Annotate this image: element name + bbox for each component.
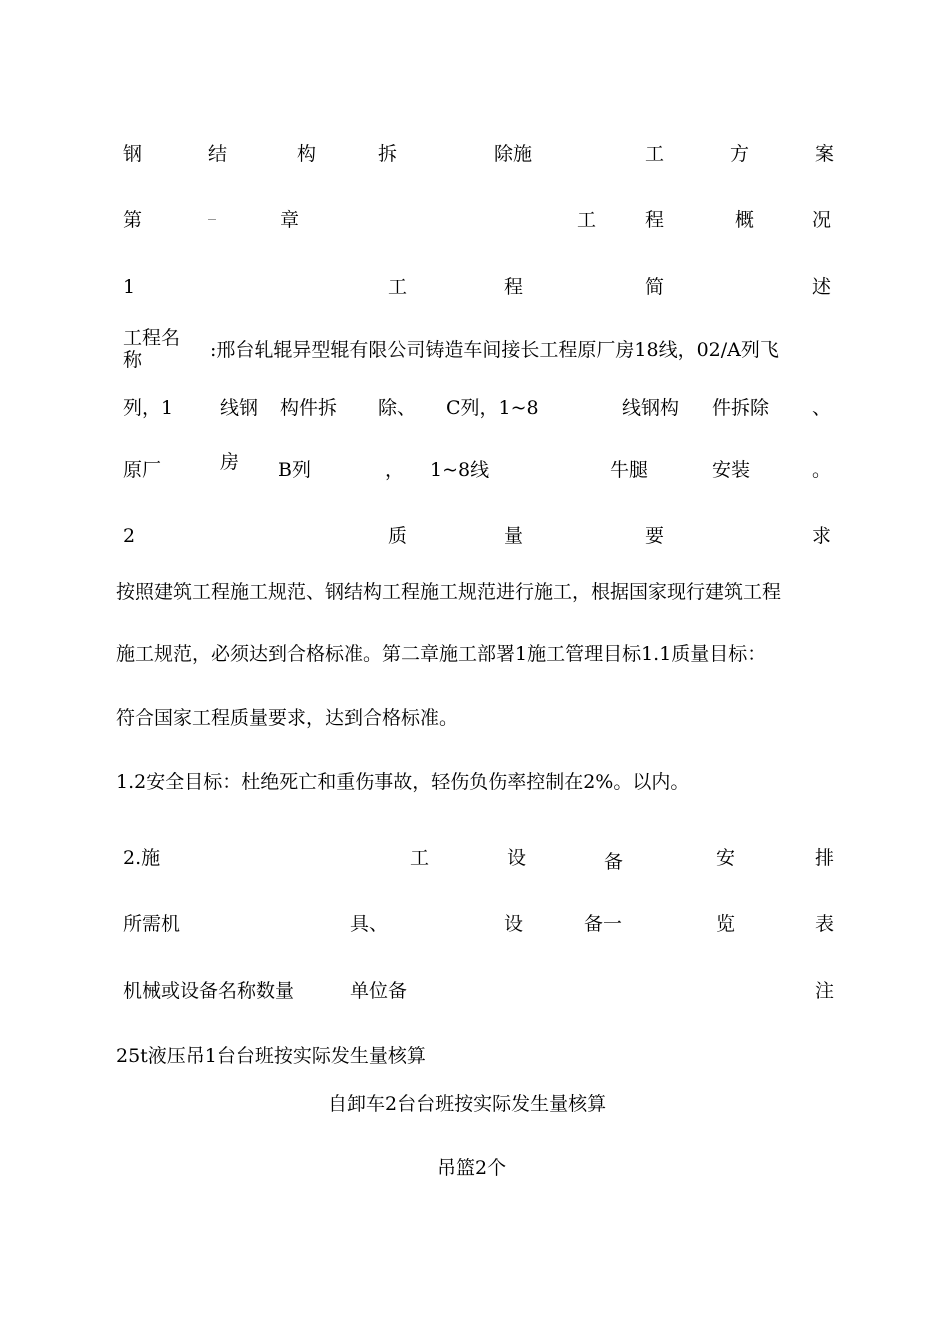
project-line3-segment: B列 bbox=[278, 459, 311, 481]
chapter-heading-char: 章 bbox=[280, 209, 300, 231]
project-line2-segment: C列，1~8 bbox=[446, 397, 539, 419]
safety-paragraph: 1.2安全目标：杜绝死亡和重伤事故，轻伤负伤率控制在2%。以内。 bbox=[116, 771, 690, 793]
section-heading-char: 述 bbox=[812, 276, 832, 298]
project-line3-segment: 牛腿 bbox=[610, 459, 649, 481]
section-heading-char: 程 bbox=[504, 276, 524, 298]
title-char: 除施 bbox=[494, 143, 533, 165]
equipment-list-char: 设 bbox=[504, 913, 524, 935]
section-heading-char: 工 bbox=[388, 276, 408, 298]
equipment-list-char: 所需机 bbox=[123, 913, 181, 935]
project-line3-segment: 1~8线 bbox=[430, 459, 490, 481]
equipment-list-char: 具、 bbox=[350, 913, 389, 935]
project-line2-segment: 线钢 bbox=[220, 397, 259, 419]
project-line3-segment: 原厂 bbox=[123, 459, 162, 481]
equipment-heading-char: 设 bbox=[507, 847, 527, 869]
chapter-number-dash bbox=[208, 219, 216, 220]
table-header-cell: 注 bbox=[815, 980, 835, 1002]
equipment-list-char: 备一 bbox=[584, 913, 623, 935]
equipment-heading-char: 备 bbox=[604, 851, 624, 873]
project-name-label: 工程名 bbox=[123, 327, 181, 349]
project-line2-segment: 件拆除 bbox=[712, 397, 770, 419]
title-char: 工 bbox=[645, 143, 665, 165]
title-char: 方 bbox=[730, 143, 750, 165]
section-heading-char: 量 bbox=[504, 525, 524, 547]
table-header-cell: 单位备 bbox=[350, 980, 408, 1002]
quality-paragraph: 施工规范，必须达到合格标准。第二章施工部署1施工管理目标1.1质量目标： bbox=[116, 643, 767, 665]
section-heading-char: 1 bbox=[123, 276, 136, 298]
equipment-heading-char: 安 bbox=[716, 847, 736, 869]
title-char: 拆 bbox=[378, 143, 398, 165]
chapter-heading-char: 工 bbox=[577, 209, 597, 231]
chapter-heading-char: 况 bbox=[812, 209, 832, 231]
equipment-heading-char: 2.施 bbox=[123, 847, 161, 869]
title-char: 钢 bbox=[123, 143, 143, 165]
quality-paragraph: 按照建筑工程施工规范、钢结构工程施工规范进行施工，根据国家现行建筑工程 bbox=[116, 581, 782, 603]
project-line2-segment: 、 bbox=[812, 397, 832, 419]
project-name-text: :邢台轧辊异型辊有限公司铸造车间接长工程原厂房18线，02/A列飞 bbox=[210, 339, 779, 361]
title-char: 结 bbox=[208, 143, 228, 165]
equipment-heading-char: 工 bbox=[410, 847, 430, 869]
equipment-heading-char: 排 bbox=[815, 847, 835, 869]
section-heading-char: 简 bbox=[645, 276, 665, 298]
equipment-list-char: 表 bbox=[815, 913, 835, 935]
project-line3-segment: 。 bbox=[812, 459, 832, 481]
chapter-heading-char: 程 bbox=[645, 209, 665, 231]
chapter-heading-char: 第 bbox=[123, 209, 143, 231]
title-char: 案 bbox=[815, 143, 835, 165]
project-line2-segment: 除、 bbox=[378, 397, 417, 419]
section-heading-char: 要 bbox=[645, 525, 665, 547]
project-line2-segment: 列，1 bbox=[123, 397, 174, 419]
project-line2-segment: 线钢构 bbox=[622, 397, 680, 419]
project-line3-segment: 房 bbox=[220, 451, 240, 473]
project-line2-segment: 构件拆 bbox=[280, 397, 338, 419]
section-heading-char: 求 bbox=[812, 525, 832, 547]
project-line3-segment: ， bbox=[385, 459, 405, 481]
table-row: 自卸车2台台班按实际发生量核算 bbox=[328, 1093, 607, 1115]
table-row: 吊篮2个 bbox=[437, 1157, 507, 1179]
title-char: 构 bbox=[297, 143, 317, 165]
section-heading-char: 质 bbox=[388, 525, 408, 547]
equipment-list-char: 览 bbox=[716, 913, 736, 935]
project-name-label-cont: 称 bbox=[123, 349, 143, 371]
table-header-cell: 机械或设备名称数量 bbox=[123, 980, 295, 1002]
chapter-heading-char: 概 bbox=[735, 209, 755, 231]
section-heading-char: 2 bbox=[123, 525, 136, 547]
table-row: 25t液压吊1台台班按实际发生量核算 bbox=[116, 1045, 426, 1067]
quality-paragraph: 符合国家工程质量要求，达到合格标准。 bbox=[116, 707, 459, 729]
project-line3-segment: 安装 bbox=[712, 459, 751, 481]
